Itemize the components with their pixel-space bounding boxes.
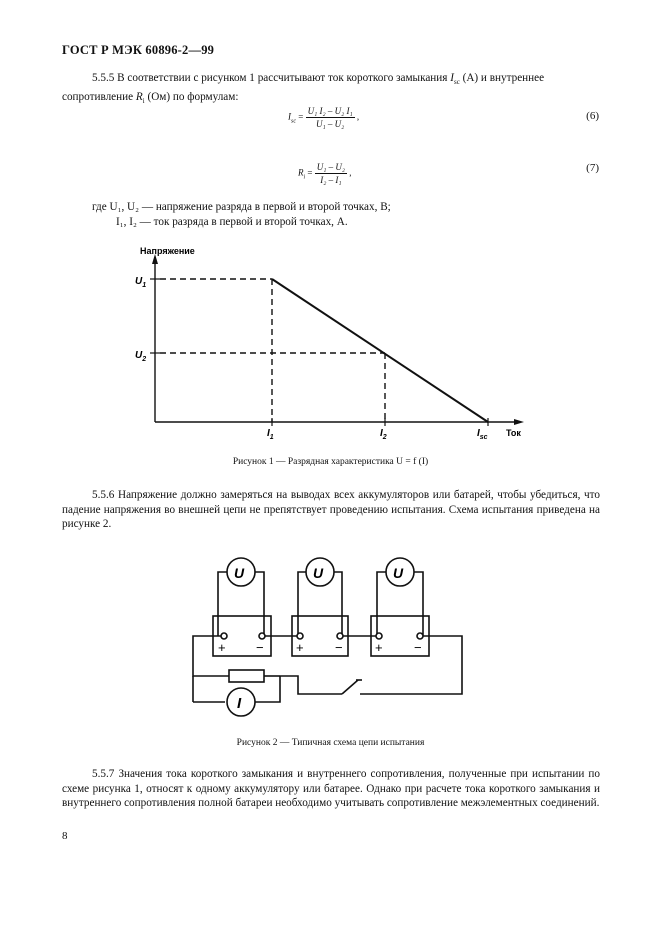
svg-text:−: − [335, 640, 343, 655]
svg-text:+: + [375, 640, 383, 655]
label-isc: $I_{sc}$ [477, 428, 488, 441]
label-i2: $I_2$ [380, 428, 387, 441]
x-axis-arrow [514, 419, 524, 425]
minus-sign: − [256, 640, 264, 655]
equation-number-6: (6) [586, 110, 599, 122]
figure-2-caption: Рисунок 2 — Типичная схема цепи испытания [236, 738, 425, 748]
svg-text:U: U [313, 565, 324, 581]
switch [342, 680, 358, 694]
formula-7: $R_i$ = $\frac{\text{U₁ – U₂}}{\text{I₂ – I₁}}$ , [298, 162, 352, 185]
y-axis-label: Напряжение [140, 246, 195, 256]
variable-definitions: где U₁, U₂ — напряжение разряда в первой и второй точках, В; I₁, I₂ — ток разряда в первой и второй точках, А. [92, 201, 391, 228]
figure-1-discharge-chart [120, 240, 540, 445]
paragraph-number: 5.5.5 [92, 72, 115, 84]
plus-sign: + [218, 640, 226, 655]
svg-text:U: U [234, 565, 245, 581]
svg-text:−: − [414, 640, 422, 655]
label-u2: $U_2$ [135, 350, 147, 363]
resistor [229, 670, 264, 682]
page-number: 8 [62, 830, 68, 842]
label-u1: $U_1$ [135, 276, 147, 289]
label-i1: $I_1$ [267, 428, 274, 441]
document-header: ГОСТ Р МЭК 60896-2—99 [62, 43, 215, 57]
x-axis-label: Ток [506, 428, 521, 438]
formula-6: $I_{sc}$ = $\frac{\text{U₁ I₂ – U₂ I₁}}{\text{U₁ – U₂}}$ , [288, 106, 360, 129]
svg-text:U: U [393, 565, 404, 581]
svg-text:I: I [237, 695, 242, 712]
paragraph-5-5-5: 5.5.5 В соответствии с рисунком 1 рассчитывают ток короткого замыкания $I_{sc}$ (А) и внутреннее сопротивление $R_i$ (Ом) по формулам: [62, 72, 545, 106]
paragraph-5-5-6: 5.5.6 Напряжение должно замеряться на выводах всех аккумуляторов или батарей, чтобы убедиться, что падение напряжения во внешней цепи не препятствует проведению испытания. Схема испытания приведена на рисунке 2. [62, 489, 601, 531]
svg-text:+: + [296, 640, 304, 655]
figure-1-caption: Рисунок 1 — Разрядная характеристика U = f (I) [232, 457, 429, 467]
figure-2-test-circuit [180, 548, 480, 728]
equation-number-7: (7) [586, 162, 599, 174]
discharge-curve [272, 279, 488, 422]
paragraph-5-5-7: 5.5.7 Значения тока короткого замыкания и внутреннего сопротивления, полученные при испытании по схеме рисунка 1, относят к одному аккумулятору или батарее. Однако при расчете тока короткого замыкания и внутреннего сопротивления полной батареи необходимо учитывать сопротивление межэлементных соединений. [62, 768, 601, 810]
